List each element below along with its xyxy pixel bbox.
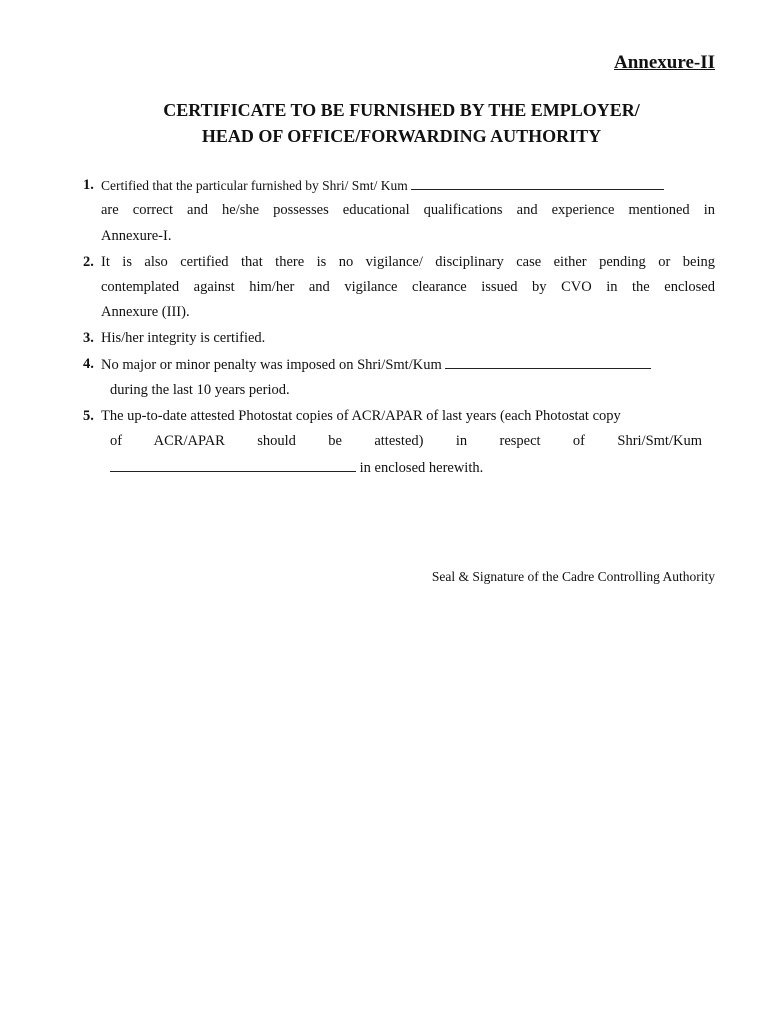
item-4-line-1: [101, 356, 651, 374]
name-blank-3: [110, 459, 356, 472]
item-4-text-1: No major or minor penalty was imposed on Shri/Smt/Kum: [101, 357, 442, 373]
item-1-line-2: are correct and he/she possesses educational qualifications and experience mentioned in: [101, 202, 715, 218]
certificate-title: [0, 97, 770, 149]
item-5-text-3: in enclosed herewith.: [359, 460, 484, 476]
item-1-line-1: [101, 177, 664, 194]
item-2-line-1: It is also certified that there is no vigilance/ disciplinary case either pending or being: [101, 254, 715, 270]
title-line-2: HEAD OF OFFICE/FORWARDING AUTHORITY: [201, 126, 602, 146]
item-2-line-3: Annexure (III).: [101, 304, 190, 320]
name-blank-1: [411, 177, 664, 190]
item-1-line-3: Annexure-I.: [101, 228, 172, 244]
item-number-2: 2.: [83, 254, 94, 270]
item-5-line-3: [110, 459, 483, 477]
item-5-line-2: of ACR/APAR should be attested) in respect of Shri/Smt/Kum: [110, 433, 702, 449]
item-number-3: 3.: [83, 330, 94, 346]
annexure-heading: Annexure-II: [614, 52, 715, 73]
item-number-5: 5.: [83, 408, 94, 424]
item-1-text-1: Certified that the particular furnished by Shri/ Smt/ Kum: [101, 178, 408, 193]
item-number-1: 1.: [83, 177, 94, 193]
item-3-line-1: His/her integrity is certified.: [101, 330, 266, 346]
item-2-line-2: contemplated against him/her and vigilance clearance issued by CVO in the enclosed: [101, 279, 715, 295]
name-blank-2: [445, 356, 651, 369]
seal-signature-label: Seal & Signature of the Cadre Controlling Authority: [431, 569, 715, 584]
title-line-1: CERTIFICATE TO BE FURNISHED BY THE EMPLOYER/: [163, 100, 640, 120]
item-4-line-2: during the last 10 years period.: [110, 382, 290, 398]
item-5-line-1: The up-to-date attested Photostat copies of ACR/APAR of last years (each Photostat copy: [101, 408, 621, 424]
item-number-4: 4.: [83, 356, 94, 372]
